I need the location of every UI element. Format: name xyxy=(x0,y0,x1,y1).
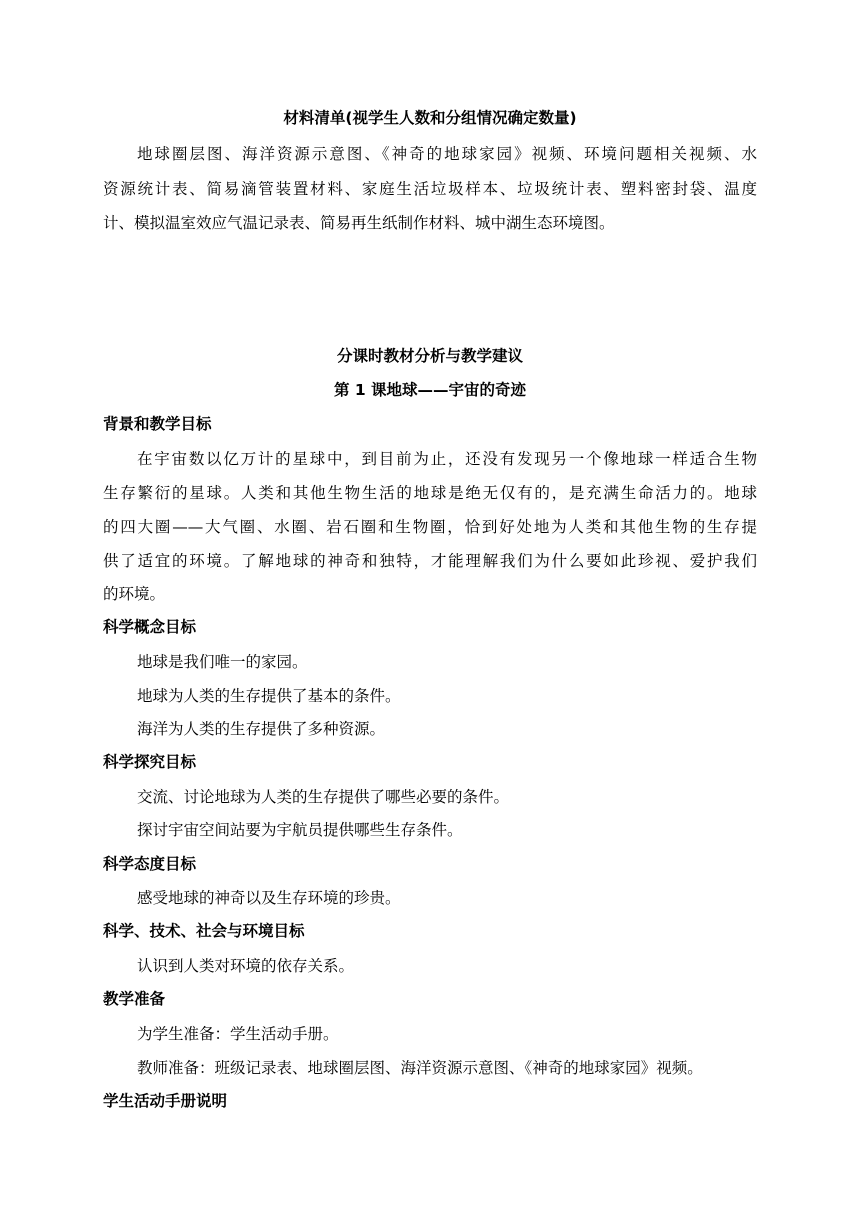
background-line: 的环境。 xyxy=(103,585,166,603)
background-line: 在宇宙数以亿万计的星球中，到目前为止，还没有发现另一个像地球一样适合生物 xyxy=(137,450,757,468)
materials-line: 计、模拟温室效应气温记录表、简易再生纸制作材料、城中湖生态环境图。 xyxy=(103,214,615,232)
section-title: 分课时教材分析与教学建议 xyxy=(336,347,523,365)
background-heading: 背景和教学目标 xyxy=(103,415,212,433)
sts-goals-heading: 科学、技术、社会与环境目标 xyxy=(103,922,305,940)
concept-goal-item: 地球为人类的生存提供了基本的条件。 xyxy=(137,687,401,705)
concept-goal-item: 地球是我们唯一的家园。 xyxy=(137,653,308,671)
background-line: 供了适宜的环境。了解地球的神奇和独特，才能理解我们为什么要如此珍视、爱护我们 xyxy=(103,552,757,570)
concept-goals-heading: 科学概念目标 xyxy=(103,618,197,636)
preparation-heading: 教学准备 xyxy=(103,990,166,1008)
materials-line: 资源统计表、简易滴管装置材料、家庭生活垃圾样本、垃圾统计表、塑料密封袋、温度 xyxy=(103,180,757,198)
inquiry-goals-heading: 科学探究目标 xyxy=(103,753,197,771)
materials-title: 材料清单(视学生人数和分组情况确定数量) xyxy=(283,109,577,127)
attitude-goal-item: 感受地球的神奇以及生存环境的珍贵。 xyxy=(137,889,401,907)
background-line: 生存繁衍的星球。人类和其他生物生活的地球是绝无仅有的，是充满生命活力的。地球 xyxy=(103,484,757,502)
preparation-item: 教师准备：班级记录表、地球圈层图、海洋资源示意图、《神奇的地球家园》视频。 xyxy=(137,1059,703,1077)
materials-line: 地球圈层图、海洋资源示意图、《神奇的地球家园》视频、环境问题相关视频、水 xyxy=(137,145,757,163)
handbook-heading: 学生活动手册说明 xyxy=(103,1092,228,1110)
lesson-title: 第 1 课地球——宇宙的奇迹 xyxy=(333,381,527,399)
preparation-item: 为学生准备：学生活动手册。 xyxy=(137,1025,339,1043)
inquiry-goal-item: 探讨宇宙空间站要为宇航员提供哪些生存条件。 xyxy=(137,821,463,839)
sts-goal-item: 认识到人类对环境的依存关系。 xyxy=(137,957,355,975)
concept-goal-item: 海洋为人类的生存提供了多种资源。 xyxy=(137,720,386,738)
background-line: 的四大圈——大气圈、水圈、岩石圈和生物圈，恰到好处地为人类和其他生物的生存提 xyxy=(103,518,757,536)
inquiry-goal-item: 交流、讨论地球为人类的生存提供了哪些必要的条件。 xyxy=(137,788,510,806)
attitude-goals-heading: 科学态度目标 xyxy=(103,855,197,873)
